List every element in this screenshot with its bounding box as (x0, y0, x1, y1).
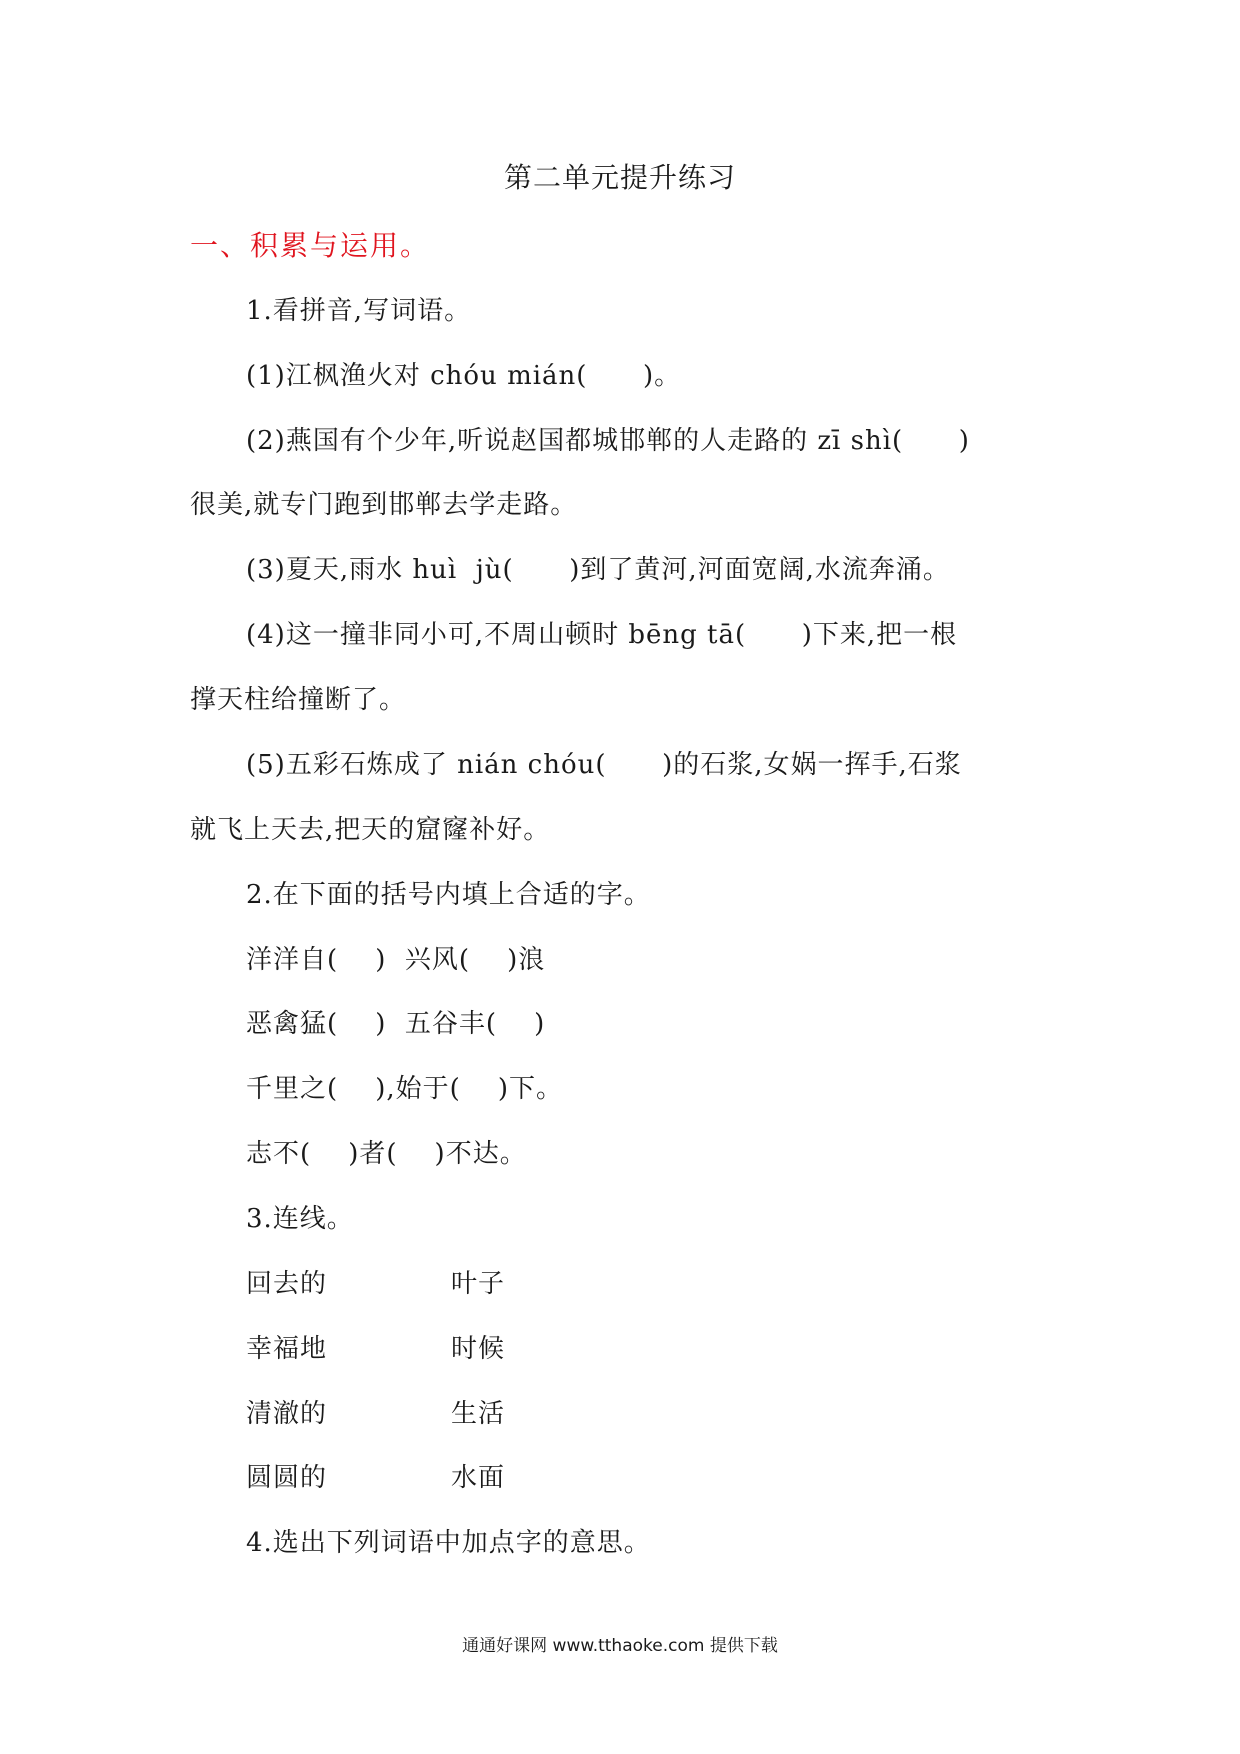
question-2-row-3: 千里之( ),始于( )下。 (246, 1074, 563, 1104)
section-heading-accumulation: 一、积累与运用。 (190, 229, 431, 262)
question-1-item-4-continued: 撑天柱给撞断了。 (190, 685, 407, 715)
question-2-label: 2.在下面的括号内填上合适的字。 (246, 880, 651, 910)
match-right-item[interactable]: 水面 (451, 1463, 506, 1493)
question-2-row-2: 恶禽猛( ) 五谷丰( ) (246, 1009, 546, 1039)
question-2-row-4: 志不( )者( )不达。 (246, 1139, 527, 1169)
question-1-item-2: (2)燕国有个少年,听说赵国都城邯郸的人走路的 zī shì( ) (246, 426, 970, 456)
question-1-item-5: (5)五彩石炼成了 nián chóu( )的石浆,女娲一挥手,石浆 (246, 750, 962, 780)
match-left-item[interactable]: 圆圆的 (246, 1463, 328, 1493)
question-1-item-3: (3)夏天,雨水 huì jù( )到了黄河,河面宽阔,水流奔涌。 (246, 555, 950, 585)
question-1-item-4: (4)这一撞非同小可,不周山顿时 bēng tā( )下来,把一根 (246, 620, 958, 650)
question-1-label: 1.看拼音,写词语。 (246, 296, 472, 326)
question-3-label: 3.连线。 (246, 1204, 354, 1234)
footer-credit: 通通好课网 www.tthaoke.com 提供下载 (462, 1636, 778, 1656)
question-1-item-2-continued: 很美,就专门跑到邯郸去学走路。 (190, 490, 578, 520)
question-4-label: 4.选出下列词语中加点字的意思。 (246, 1528, 651, 1558)
match-left-item[interactable]: 幸福地 (246, 1334, 328, 1364)
match-right-item[interactable]: 时候 (451, 1334, 506, 1364)
question-1-item-5-continued: 就飞上天去,把天的窟窿补好。 (190, 815, 551, 845)
question-1-item-1: (1)江枫渔火对 chóu mián( )。 (246, 361, 682, 391)
match-left-item[interactable]: 回去的 (246, 1269, 328, 1299)
match-left-item[interactable]: 清澈的 (246, 1399, 328, 1429)
match-right-item[interactable]: 叶子 (451, 1269, 506, 1299)
question-2-row-1: 洋洋自( ) 兴风( )浪 (246, 945, 546, 975)
match-right-item[interactable]: 生活 (451, 1399, 506, 1429)
page-title: 第二单元提升练习 (503, 161, 736, 194)
